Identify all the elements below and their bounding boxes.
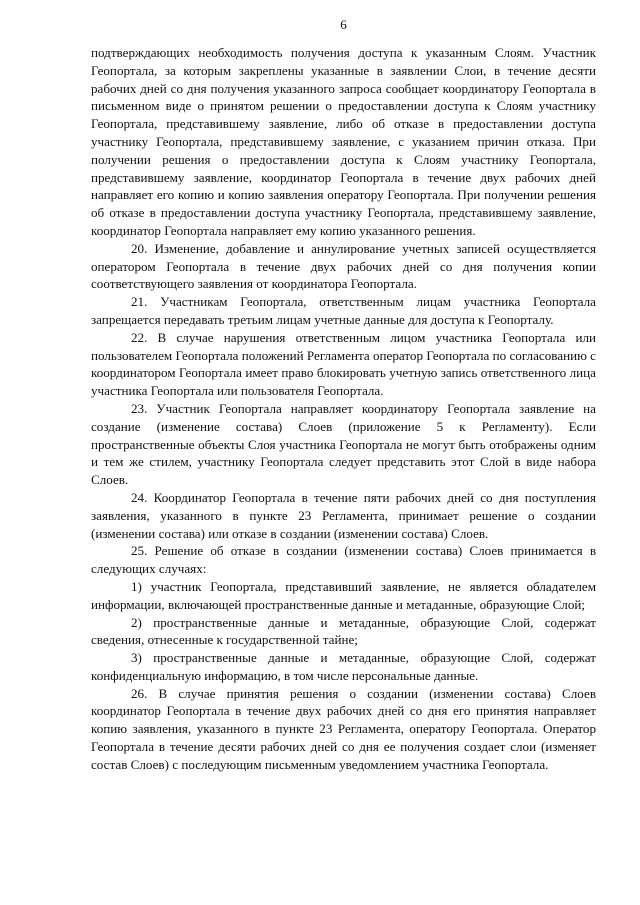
paragraph-26: 26. В случае принятия решения о создании (изменении состава) Слоев координатор Геопортала в течение двух рабочих дней со дня его принятия направляет копию заявления, указанного в пункте 23 Регламента, оператору Геопортала. Оператор Геопортала в течение десяти рабочих дней со дня ее получения создает слои (изменяет состав Слоев) с последующим письменным уведомлением участника Геопортала. xyxy=(91,685,596,772)
paragraph-25-item-3: 3) пространственные данные и метаданные, образующие Слой, содержат конфиденциальную информацию, в том числе персональные данные. xyxy=(91,650,596,683)
paragraph-21: 21. Участникам Геопортала, ответственным лицам участника Геопортала запрещается передавать третьим лицам учетные данные для доступа к Геопорталу. xyxy=(91,294,596,327)
paragraph-19-continuation: подтверждающих необходимость получения доступа к указанным Слоям. Участник Геопортала, за которым закреплены указанные в заявлении Слои, в течение десяти рабочих дней со дня получения указанного запроса сообщает координатору Геопортала в письменном виде о принятом решении о предоставлении доступа к Слоям участнику Геопортала, представившему заявление, либо об отказе в предоставлении доступа участнику Геопортала, представившему заявление, с указанием причин отказа. При получении решения о предоставлении доступа к Слоям участнику Геопортала, представившему заявление, координатор Геопортала в течение двух рабочих дней направляет его копию и копию заявления оператору Геопортала. При получении решения об отказе в предоставлении доступа участнику Геопортала, представившему заявление, координатор Геопортала направляет ему копию указанного решения. xyxy=(91,45,596,238)
paragraph-25-item-1: 1) участник Геопортала, представивший заявление, не является обладателем информации, включающей пространственные данные и метаданные, образующие Слой; xyxy=(91,578,596,612)
paragraph-25: 25. Решение об отказе в создании (изменении состава) Слоев принимается в следующих случаях: xyxy=(91,543,596,577)
page-number: 6 xyxy=(340,17,347,32)
paragraph-22: 22. В случае нарушения ответственным лицом участника Геопортала или пользователем Геопортала положений Регламента оператор Геопортала по согласованию с координатором Геопортала имеет право блокировать учетную запись ответственного лица участника Геопортала или пользователя Геопортала. xyxy=(91,329,596,399)
paragraph-25-item-2: 2) пространственные данные и метаданные, образующие Слой, содержат сведения, отнесенные к государственной тайне; xyxy=(91,614,596,648)
paragraph-23: 23. Участник Геопортала направляет координатору Геопортала заявление на создание (изменение состава) Слоев (приложение 5 к Регламенту). Если пространственные объекты Слоя участника Геопортала не могут быть отображены одним и тем же стилем, участнику Геопортала следует представить этот Слой в виде набора Слоев. xyxy=(91,400,596,488)
paragraph-20: 20. Изменение, добавление и аннулирование учетных записей осуществляется оператором Геопортала в течение двух рабочих дней со дня получения копии соответствующего заявления от координатора Геопортала. xyxy=(91,240,596,292)
paragraph-24: 24. Координатор Геопортала в течение пяти рабочих дней со дня поступления заявления, указанного в пункте 23 Регламента, принимает решение о создании (изменении состава) или отказе в создании (изменении состава) Слоев. xyxy=(91,489,596,541)
